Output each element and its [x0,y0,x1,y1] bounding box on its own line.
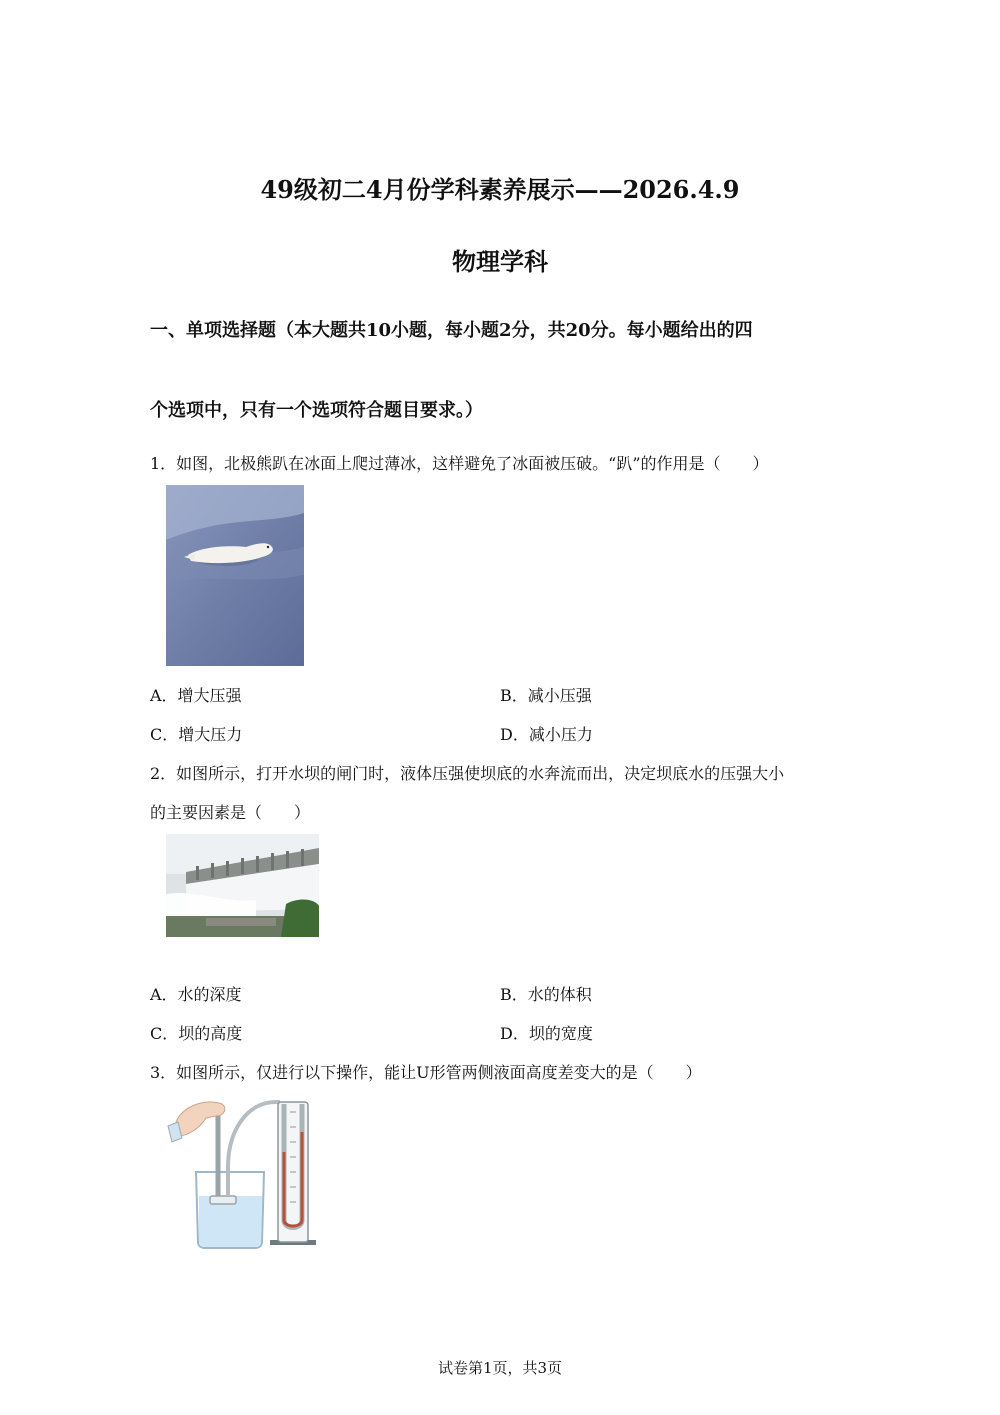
section-heading-line2: 个选项中，只有一个选项符合题目要求。） [150,400,483,421]
question-1-stem: 1．如图，北极熊趴在冰面上爬过薄冰，这样避免了冰面被压破。“趴”的作用是（ ） [150,454,769,473]
q2-option-c: C．坝的高度 [150,1024,243,1043]
question-2-stem-line2: 的主要因素是（ ） [150,803,311,822]
section-heading-line1: 一、单项选择题（本大题共10小题，每小题2分，共20分。每小题给出的四 [150,320,753,341]
q2-option-d: D．坝的宽度 [500,1024,593,1043]
manometer-image [166,1092,321,1250]
question-3-stem: 3．如图所示，仅进行以下操作，能让U形管两侧液面高度差变大的是（ ） [150,1063,702,1082]
q2-option-b: B．水的体积 [500,985,592,1004]
q1-option-c: C．增大压力 [150,725,243,744]
page-footer: 试卷第1页，共3页 [437,1359,563,1377]
q1-option-b: B．减小压强 [500,686,592,705]
q2-option-a: A．水的深度 [150,985,242,1004]
subject-title: 物理学科 [452,247,548,276]
question-2-stem-line1: 2．如图所示，打开水坝的闸门时，液体压强使坝底的水奔流而出，决定坝底水的压强大小 [150,764,785,783]
q1-option-d: D．减小压力 [500,725,593,744]
exam-title: 49级初二4月份学科素养展示——2026.4.9 [260,175,740,204]
q1-option-a: A．增大压强 [150,686,242,705]
dam-image [166,834,319,937]
polar-bear-image [166,485,304,666]
